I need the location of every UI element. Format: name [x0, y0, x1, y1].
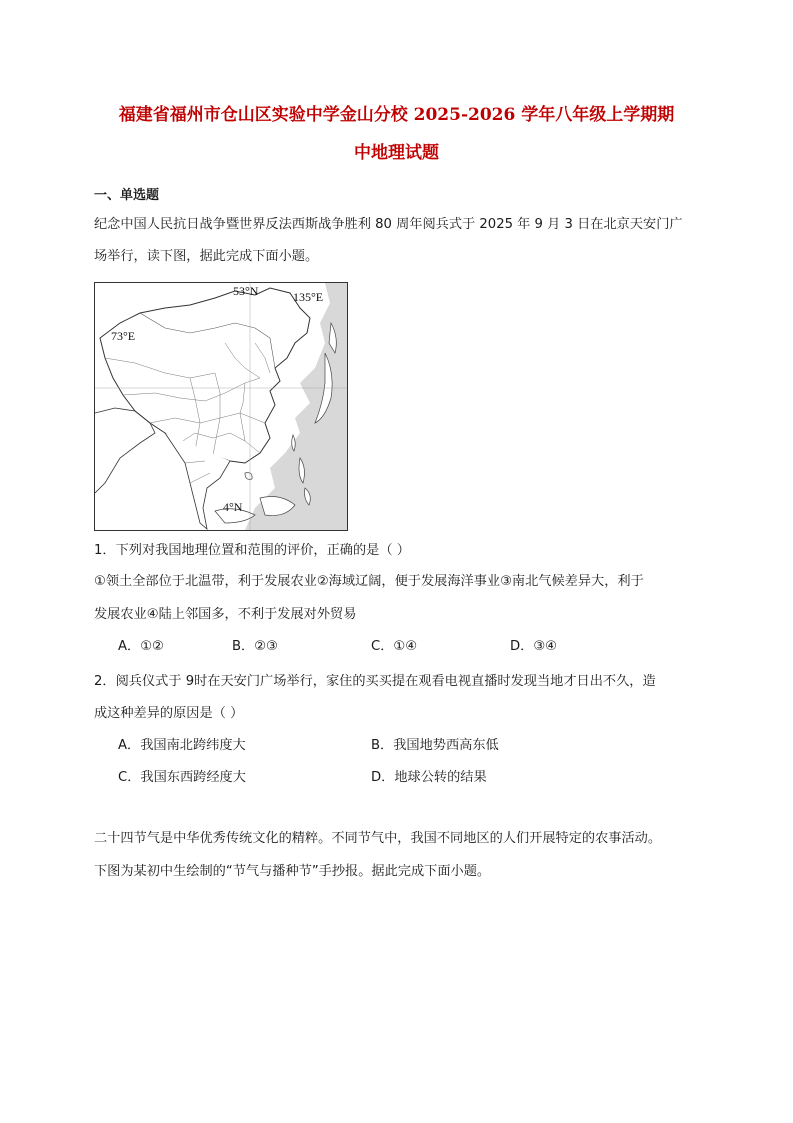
- q2-stem-line2: 成这种差异的原因是（ ）: [94, 706, 244, 721]
- label-73e: 73°E: [111, 329, 136, 343]
- intro2-line1: 二十四节气是中华优秀传统文化的精粹。不同节气中，我国不同地区的人们开展特定的农事活动。: [94, 831, 662, 846]
- china-map-figure: [94, 282, 348, 531]
- q2-option-a[interactable]: A．我国南北跨纬度大: [118, 738, 246, 753]
- q1-option-b[interactable]: B．②③: [232, 639, 278, 654]
- q1-option-d[interactable]: D．③④: [510, 639, 557, 654]
- q1-stem: 1．下列对我国地理位置和范围的评价，正确的是（ ）: [94, 543, 410, 558]
- intro1-line2: 场举行，读下图，据此完成下面小题。: [94, 249, 319, 264]
- document-title-line1: 福建省福州市仓山区实验中学金山分校 2025-2026 学年八年级上学期期: [118, 105, 675, 125]
- q2-option-b[interactable]: B．我国地势西高东低: [371, 738, 499, 753]
- q1-statements-line2: 发展农业④陆上邻国多，不利于发展对外贸易: [94, 607, 357, 622]
- q1-statements-line1: ①领土全部位于北温带，利于发展农业②海域辽阔，便于发展海洋事业③南北气候差异大，利于: [94, 574, 644, 589]
- label-135e: 135°E: [293, 290, 324, 304]
- china-map-svg: [95, 283, 347, 530]
- q2-option-c[interactable]: C．我国东西跨经度大: [118, 770, 246, 785]
- label-53n: 53°N: [233, 284, 259, 298]
- label-4n: 4°N: [223, 500, 243, 514]
- q2-stem-line1: 2．阅兵仪式于 9时在天安门广场举行，家住的买买提在观看电视直播时发现当地才日出不久，造: [94, 674, 656, 689]
- intro2-line2: 下图为某初中生绘制的“节气与播种节”手抄报。据此完成下面小题。: [94, 864, 491, 879]
- q1-option-c[interactable]: C．①④: [371, 639, 418, 654]
- q2-option-d[interactable]: D．地球公转的结果: [371, 770, 487, 785]
- section-heading: 一、单选题: [94, 188, 160, 203]
- document-title-line2: 中地理试题: [354, 143, 439, 163]
- q1-option-a[interactable]: A．①②: [118, 639, 164, 654]
- intro1-line1: 纪念中国人民抗日战争暨世界反法西斯战争胜利 80 周年阅兵式于 2025 年 9 月 3 日在北京天安门广: [94, 217, 683, 232]
